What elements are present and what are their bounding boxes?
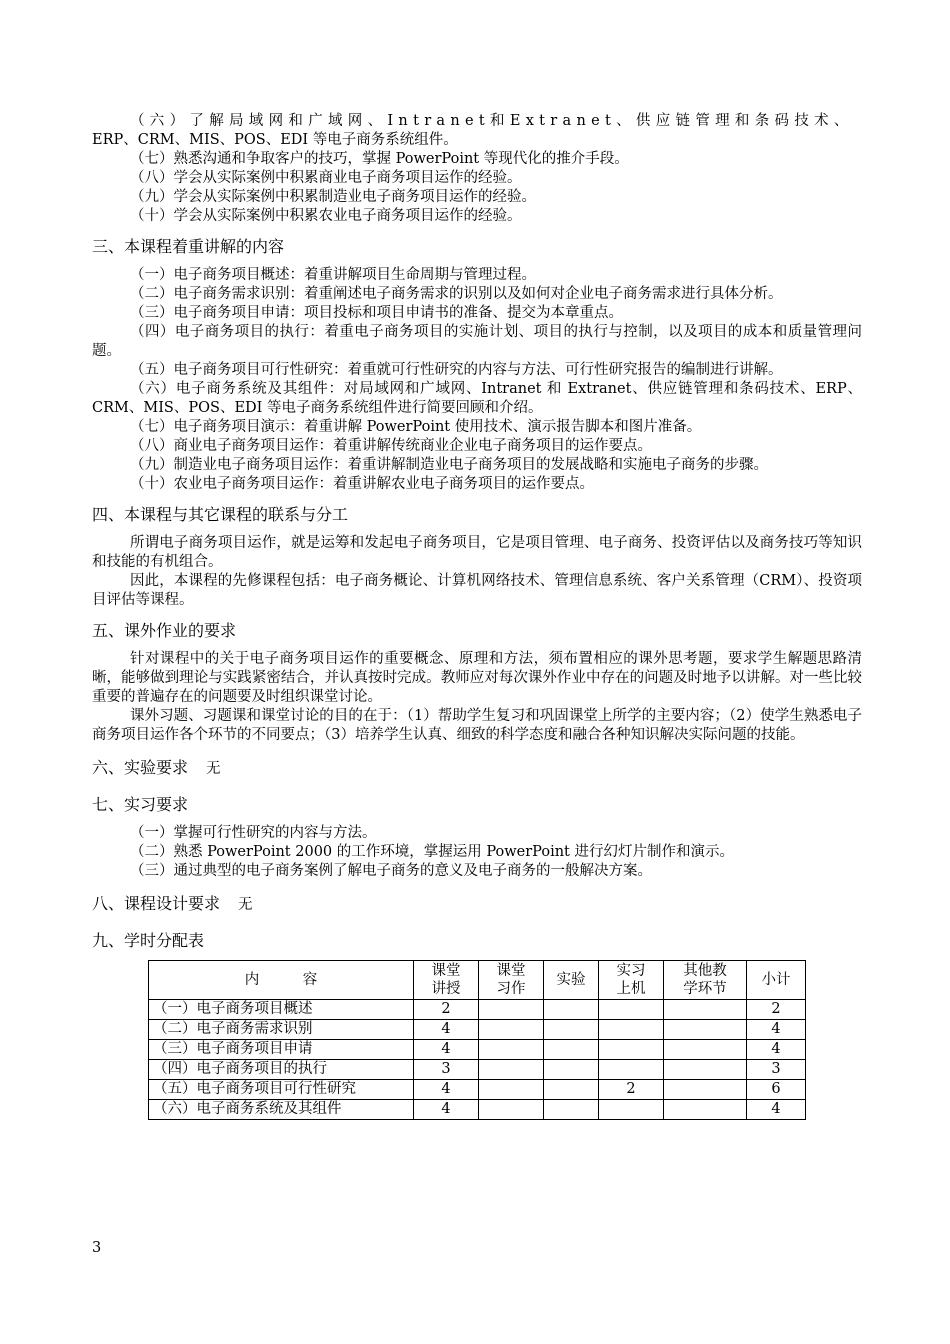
table-cell: （五）电子商务项目可行性研究: [149, 1080, 414, 1100]
table-cell: （六）电子商务系统及其组件: [149, 1100, 414, 1120]
page-number: 3: [92, 1240, 102, 1256]
objective-10: （十）学会从实际案例中积累农业电子商务项目运作的经验。: [130, 208, 522, 224]
table-cell: [599, 1040, 664, 1060]
table-cell: （一）电子商务项目概述: [149, 1000, 414, 1020]
header-other: 其他教 学环节: [664, 961, 747, 1000]
section-7-item: （一）掌握可行性研究的内容与方法。: [130, 825, 377, 841]
objective-8: （八）学会从实际案例中积累商业电子商务项目运作的经验。: [130, 170, 522, 186]
table-cell: [544, 1040, 599, 1060]
table-cell: （三）电子商务项目申请: [149, 1040, 414, 1060]
table-row: [149, 1060, 806, 1080]
section-6-title: 六、实验要求: [92, 758, 189, 777]
table-cell: [599, 1100, 664, 1120]
table-cell: 4: [747, 1040, 806, 1060]
section-8-value: 无: [238, 897, 253, 913]
section-3-item: （一）电子商务项目概述：着重讲解项目生命周期与管理过程。: [130, 267, 536, 283]
section-6-value: 无: [206, 761, 221, 777]
section-3-item: （八）商业电子商务项目运作：着重讲解传统商业企业电子商务项目的运作要点。: [130, 438, 652, 454]
table-cell: [664, 1000, 747, 1020]
table-cell: [664, 1080, 747, 1100]
header-content: 内 容: [149, 961, 414, 1000]
section-3-item: （七）电子商务项目演示：着重讲解 PowerPoint 使用技术、演示报告脚本和图片准备。: [130, 419, 702, 435]
table-cell: [599, 1020, 664, 1040]
table-row: [149, 1080, 806, 1100]
table-cell: 3: [414, 1060, 479, 1080]
section-8-title: 八、课程设计要求: [92, 894, 221, 913]
section-7-item: （二）熟悉 PowerPoint 2000 的工作环境，掌握运用 PowerPoint 进行幻灯片制作和演示。: [130, 844, 734, 860]
section-3-item: （二）电子商务需求识别：着重阐述电子商务需求的识别以及如何对企业电子商务需求进行具体分析。: [130, 286, 783, 302]
section-7-heading: 七、实习要求: [92, 795, 189, 814]
table-cell: 4: [747, 1020, 806, 1040]
section-4-heading: 四、本课程与其它课程的联系与分工: [92, 505, 349, 524]
section-9-heading: 九、学时分配表: [92, 931, 205, 950]
table-cell: （四）电子商务项目的执行: [149, 1060, 414, 1080]
header-experiment: 实验: [544, 961, 599, 1000]
header-practice: 实习 上机: [599, 961, 664, 1000]
section-3-item: （三）电子商务项目申请：项目投标和项目申请书的准备、提交为本章重点。: [130, 305, 623, 321]
table-cell: [479, 1100, 544, 1120]
section-4-paragraph: 所谓电子商务项目运作，就是运筹和发起电子商务项目，它是项目管理、电子商务、投资评估以及商务技巧等知识和技能的有机组合。: [92, 535, 862, 570]
table-cell: [544, 1100, 599, 1120]
table-header-row: [149, 961, 806, 1000]
table-cell: 4: [414, 1100, 479, 1120]
table-cell: 2: [414, 1000, 479, 1020]
section-3-item: （五）电子商务项目可行性研究：着重就可行性研究的内容与方法、可行性研究报告的编制进行讲解。: [130, 362, 783, 378]
table-cell: [479, 1000, 544, 1020]
table-cell: [479, 1040, 544, 1060]
section-3-heading: 三、本课程着重讲解的内容: [92, 237, 285, 256]
table-cell: 4: [414, 1020, 479, 1040]
table-row: [149, 1100, 806, 1120]
table-cell: [664, 1040, 747, 1060]
section-8-heading: [92, 893, 862, 916]
table-cell: （二）电子商务需求识别: [149, 1020, 414, 1040]
objective-6-line1: （六）了解局域网和广域网、Intranet和Extranet、供应链管理和条码技术、: [130, 113, 854, 129]
section-5-heading: 五、课外作业的要求: [92, 621, 237, 640]
table-row: [149, 1040, 806, 1060]
section-3-item: （十）农业电子商务项目运作：着重讲解农业电子商务项目的运作要点。: [130, 476, 594, 492]
section-3-item: （九）制造业电子商务项目运作：着重讲解制造业电子商务项目的发展战略和实施电子商务的步骤。: [130, 457, 768, 473]
section-5-paragraph: 课外习题、习题课和课堂讨论的目的在于：（1）帮助学生复习和巩固课堂上所学的主要内容；（2）使学生熟悉电子商务项目运作各个环节的不同要点；（3）培养学生认真、细致的科学态度和融合各种知识解决实际问题的技能。: [92, 708, 862, 743]
section-6-heading: [92, 757, 862, 780]
table-cell: [544, 1020, 599, 1040]
section-3-item: （六）电子商务系统及其组件：对局域网和广域网、Intranet 和 Extranet、供应链管理和条码技术、ERP、CRM、MIS、POS、EDI 等电子商务系统组件进行简要回顾和介绍。: [92, 381, 862, 416]
section-4-paragraph: 因此，本课程的先修课程包括：电子商务概论、计算机网络技术、管理信息系统、客户关系管理（CRM）、投资项目评估等课程。: [92, 573, 862, 608]
table-cell: 6: [747, 1080, 806, 1100]
table-cell: 4: [747, 1100, 806, 1120]
header-classwork: 课堂 习作: [479, 961, 544, 1000]
table-cell: 2: [599, 1080, 664, 1100]
header-lecture: 课堂 讲授: [414, 961, 479, 1000]
table-cell: 4: [414, 1040, 479, 1060]
table-cell: [664, 1020, 747, 1040]
table-row: [149, 1000, 806, 1020]
table-cell: [664, 1100, 747, 1120]
table-cell: 2: [747, 1000, 806, 1020]
document-page: [92, 112, 862, 1120]
table-cell: [599, 1000, 664, 1020]
table-cell: [544, 1060, 599, 1080]
table-cell: [544, 1000, 599, 1020]
section-3-item: （四）电子商务项目的执行：着重电子商务项目的实施计划、项目的执行与控制，以及项目的成本和质量管理问题。: [92, 324, 862, 359]
table-cell: [664, 1060, 747, 1080]
table-cell: [599, 1060, 664, 1080]
section-7-item: （三）通过典型的电子商务案例了解电子商务的意义及电子商务的一般解决方案。: [130, 863, 652, 879]
table-cell: [544, 1080, 599, 1100]
table-cell: [479, 1060, 544, 1080]
hours-allocation-table: [148, 960, 806, 1120]
section-5-paragraph: 针对课程中的关于电子商务项目运作的重要概念、原理和方法，须布置相应的课外思考题，要求学生解题思路清晰，能够做到理论与实践紧密结合，并认真按时完成。教师应对每次课外作业中存在的问题及时地予以讲解。对一些比较重要的普遍存在的问题要及时组织课堂讨论。: [92, 651, 862, 705]
table-cell: 4: [414, 1080, 479, 1100]
header-subtotal: 小计: [747, 961, 806, 1000]
objective-7: （七）熟悉沟通和争取客户的技巧，掌握 PowerPoint 等现代化的推介手段。: [130, 151, 629, 167]
table-cell: [479, 1080, 544, 1100]
objective-6-line2: ERP、CRM、MIS、POS、EDI 等电子商务系统组件。: [92, 132, 458, 148]
table-row: [149, 1020, 806, 1040]
objective-9: （九）学会从实际案例中积累制造业电子商务项目运作的经验。: [130, 189, 536, 205]
table-cell: [479, 1020, 544, 1040]
table-cell: 3: [747, 1060, 806, 1080]
